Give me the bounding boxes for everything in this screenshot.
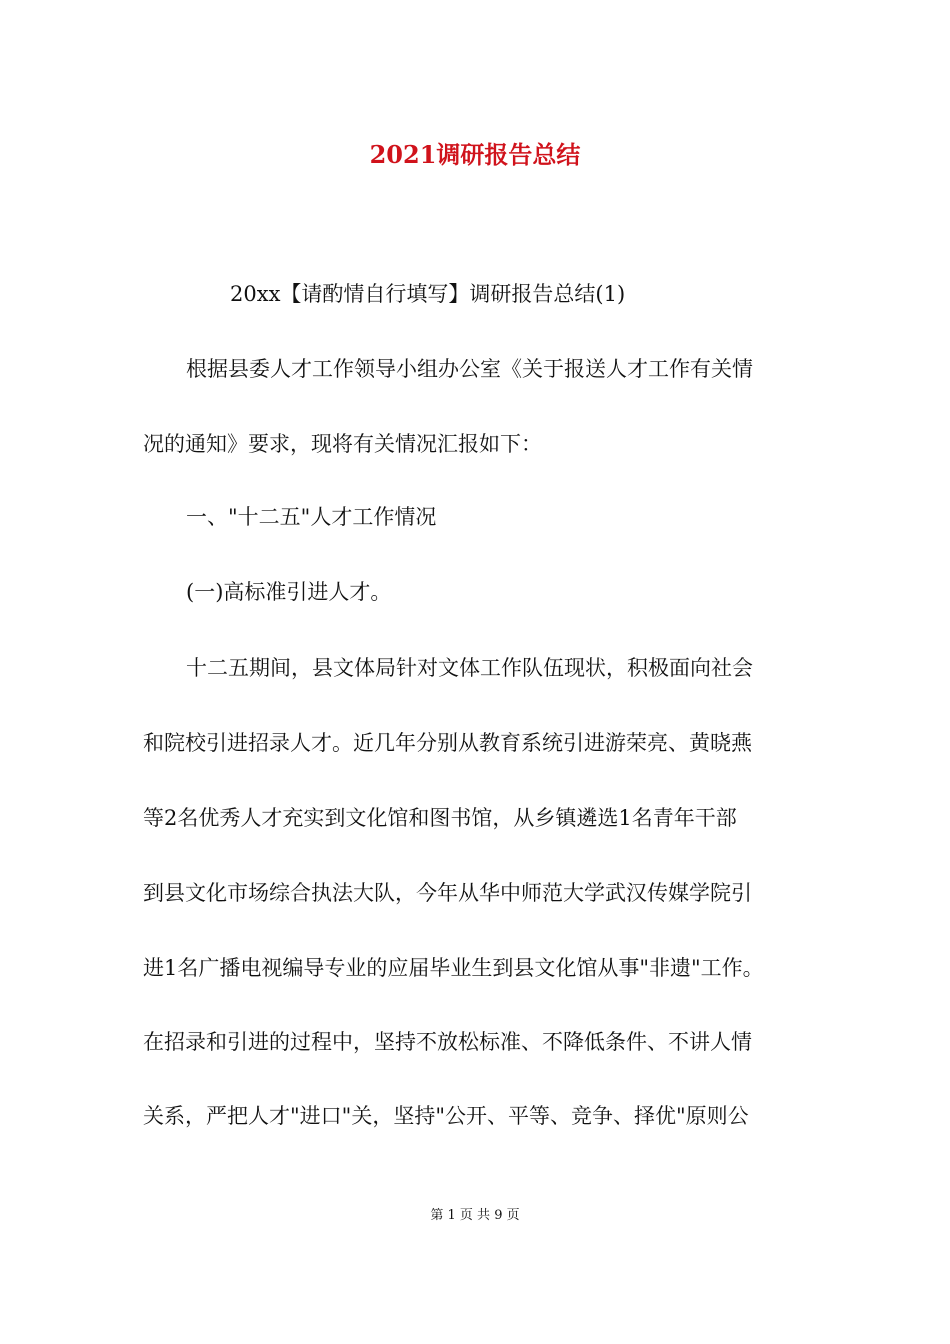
paragraph-line-7: 进1名广播电视编导专业的应届毕业生到县文化馆从事"非遗"工作。 xyxy=(143,956,764,980)
paragraph-line-4: 和院校引进招录人才。近几年分别从教育系统引进游荣亮、黄晓燕 xyxy=(143,731,752,755)
document-title: 2021调研报告总结 xyxy=(369,140,581,169)
paragraph-line-2: 况的通知》要求，现将有关情况汇报如下： xyxy=(143,432,542,456)
paragraph-line-1: 根据县委人才工作领导小组办公室《关于报送人才工作有关情 xyxy=(186,357,753,381)
document-subtitle: 20xx【请酌情自行填写】调研报告总结(1) xyxy=(230,282,626,306)
page-number-footer: 第 1 页 共 9 页 xyxy=(430,1208,520,1223)
subsection-heading: (一)高标准引进人才。 xyxy=(186,580,392,604)
section-heading: 一、"十二五"人才工作情况 xyxy=(186,505,437,529)
paragraph-line-9: 关系，严把人才"进口"关，坚持"公开、平等、竞争、择优"原则公 xyxy=(143,1104,749,1128)
paragraph-line-8: 在招录和引进的过程中，坚持不放松标准、不降低条件、不讲人情 xyxy=(143,1030,752,1054)
paragraph-line-3: 十二五期间，县文体局针对文体工作队伍现状，积极面向社会 xyxy=(186,656,753,680)
paragraph-line-5: 等2名优秀人才充实到文化馆和图书馆，从乡镇遴选1名青年干部 xyxy=(143,806,737,830)
paragraph-line-6: 到县文化市场综合执法大队，今年从华中师范大学武汉传媒学院引 xyxy=(143,881,752,905)
